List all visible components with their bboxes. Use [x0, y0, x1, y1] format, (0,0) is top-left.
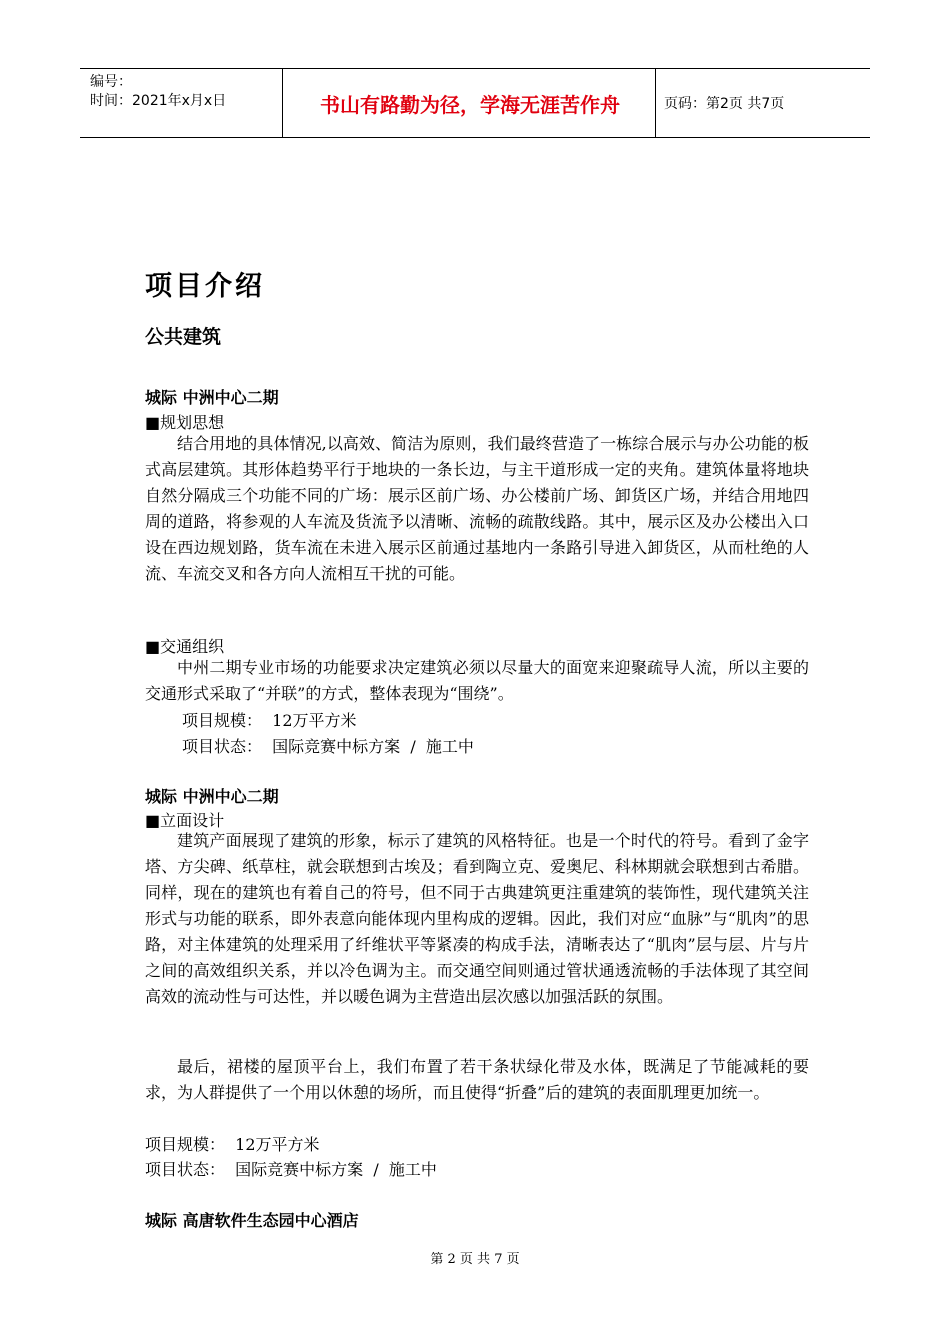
project-scale: 项目规模： 12万平方米 [145, 1135, 320, 1154]
plan-paragraph: 结合用地的具体情况,以高效、简洁为原则，我们最终营造了一栋综合展示与办公功能的板式高层建筑。其形体趋势平行于地块的一条长边，与主干道形成一定的夹角。建筑体量将地块自然分隔成三个功能不同的广场：展示区前广场、办公楼前广场、卸货区广场，并结合用地四周的道路，将参观的人车流及货流予以清晰、流畅的疏散线路。其中，展示区及办公楼出入口设在西边规划路，货车流在未进入展示区前通过基地内一条路引导进入卸货区，从而杜绝的人流、车流交叉和各方向人流相互干扰的可能。 [145, 434, 809, 583]
roof-paragraph: 最后，裙楼的屋顶平台上，我们布置了若干条状绿化带及水体，既满足了节能减耗的要求，为人群提供了一个用以休憩的场所，而且使得“折叠”后的建筑的表面肌理更加统一。 [145, 1057, 809, 1102]
header-meta [90, 73, 226, 111]
divider [282, 69, 283, 137]
number-label: 编号： [90, 74, 132, 90]
time-label: 时间：2021年x月x日 [90, 93, 227, 109]
project-status: 项目状态： 国际竞赛中标方案 / 施工中 [145, 1160, 437, 1179]
facade-label: ■立面设计 [145, 811, 225, 830]
traffic-paragraph: 中州二期专业市场的功能要求决定建筑必须以尽量大的面宽来迎聚疏导人流，所以主要的交通形式采取了“并联”的方式，整体表现为“围绕”。 [145, 658, 809, 703]
doc-subtitle: 公共建筑 [145, 326, 222, 348]
project-status: 项目状态： 国际竞赛中标方案 / 施工中 [182, 737, 474, 756]
page-footer: 第 2 页 共 7 页 [430, 1252, 520, 1267]
facade-paragraph: 建筑产面展现了建筑的形象，标示了建筑的风格特征。也是一个时代的符号。看到了金字塔、方尖碑、纸草柱，就会联想到古埃及；看到陶立克、爱奥尼、科林期就会联想到古希腊。同样，现在的建筑也有着自己的符号，但不同于古典建筑更注重建筑的装饰性，现代建筑关注形式与功能的联系，即外表意向能体现内里构成的逻辑。因此，我们对应“血脉”与“肌肉”的思路，对主体建筑的处理采用了纤维状平等紧凑的构成手法，清晰表达了“肌肉”层与层、片与片之间的高效组织关系，并以冷色调为主。而交通空间则通过管状通透流畅的手法体现了其空间高效的流动性与可达性，并以暖色调为主营造出层次感以加强活跃的氛围。 [145, 831, 809, 1006]
traffic-label: ■交通组织 [145, 637, 225, 656]
doc-title: 项目介绍 [145, 271, 265, 302]
page-header [80, 68, 870, 138]
header-motto: 书山有路勤为径，学海无涯苦作舟 [320, 92, 620, 117]
section-heading: 城际 中洲中心二期 [145, 787, 279, 806]
header-page-info: 页码：第2页 共7页 [664, 96, 785, 112]
section-heading: 城际 中洲中心二期 [145, 388, 279, 407]
project-scale: 项目规模： 12万平方米 [182, 711, 357, 730]
divider [655, 69, 656, 137]
plan-label: ■规划思想 [145, 413, 225, 432]
section-heading: 城际 高唐软件生态园中心酒店 [145, 1211, 359, 1230]
